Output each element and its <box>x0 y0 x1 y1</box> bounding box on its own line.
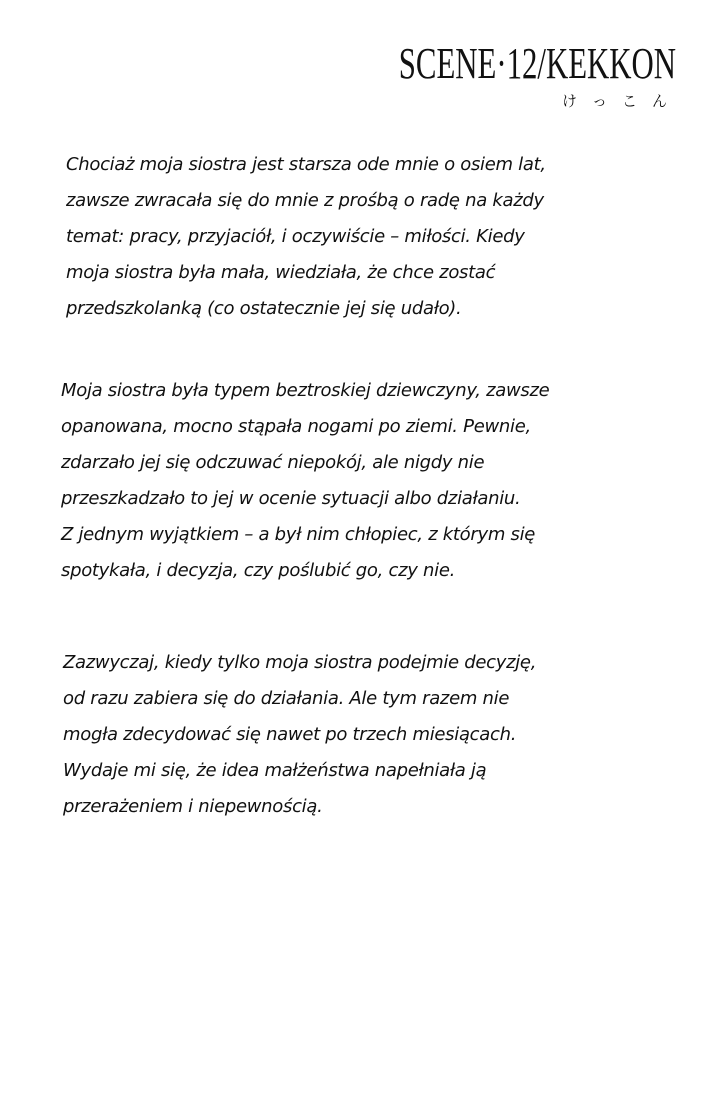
paragraph-line: moja siostra była mała, wiedziała, że chce zostać <box>66 262 496 283</box>
paragraph-line: opanowana, mocno stąpała nogami po ziemi. Pewnie, <box>61 416 531 437</box>
paragraph-line: mogła zdecydować się nawet po trzech miesiącach. <box>63 724 517 745</box>
paragraph-line: Z jednym wyjątkiem – a był nim chłopiec, z którym się <box>61 524 536 545</box>
paragraph-line: przerażeniem i niepewnością. <box>63 796 323 817</box>
paragraph-line: od razu zabiera się do działania. Ale tym razem nie <box>63 688 510 709</box>
paragraph-line: Wydaje mi się, że idea małżeństwa napełniała ją <box>63 760 487 781</box>
scene-title: SCENE·12/KEKKON <box>398 39 676 88</box>
paragraph-line: zawsze zwracała się do mnie z prośbą o radę na każdy <box>66 190 544 211</box>
paragraph-1 <box>66 147 546 327</box>
paragraph-line: spotykała, i decyzja, czy poślubić go, czy nie. <box>61 560 456 581</box>
scene-subtitle-kana: けっこん <box>561 92 682 110</box>
paragraph-line: przedszkolanką (co ostatecznie jej się udało). <box>66 298 462 319</box>
paragraph-line: przeszkadzało to jej w ocenie sytuacji albo działaniu. <box>61 488 521 509</box>
paragraph-line: temat: pracy, przyjaciół, i oczywiście – miłości. Kiedy <box>66 226 525 247</box>
paragraph-3 <box>63 645 536 825</box>
paragraph-line: Chociaż moja siostra jest starsza ode mnie o osiem lat, <box>66 154 546 175</box>
paragraph-line: Moja siostra była typem beztroskiej dziewczyny, zawsze <box>61 380 550 401</box>
paragraph-line: Zazwyczaj, kiedy tylko moja siostra podejmie decyzję, <box>63 652 537 673</box>
paragraph-line: zdarzało jej się odczuwać niepokój, ale nigdy nie <box>61 452 485 473</box>
paragraph-2 <box>61 373 549 589</box>
